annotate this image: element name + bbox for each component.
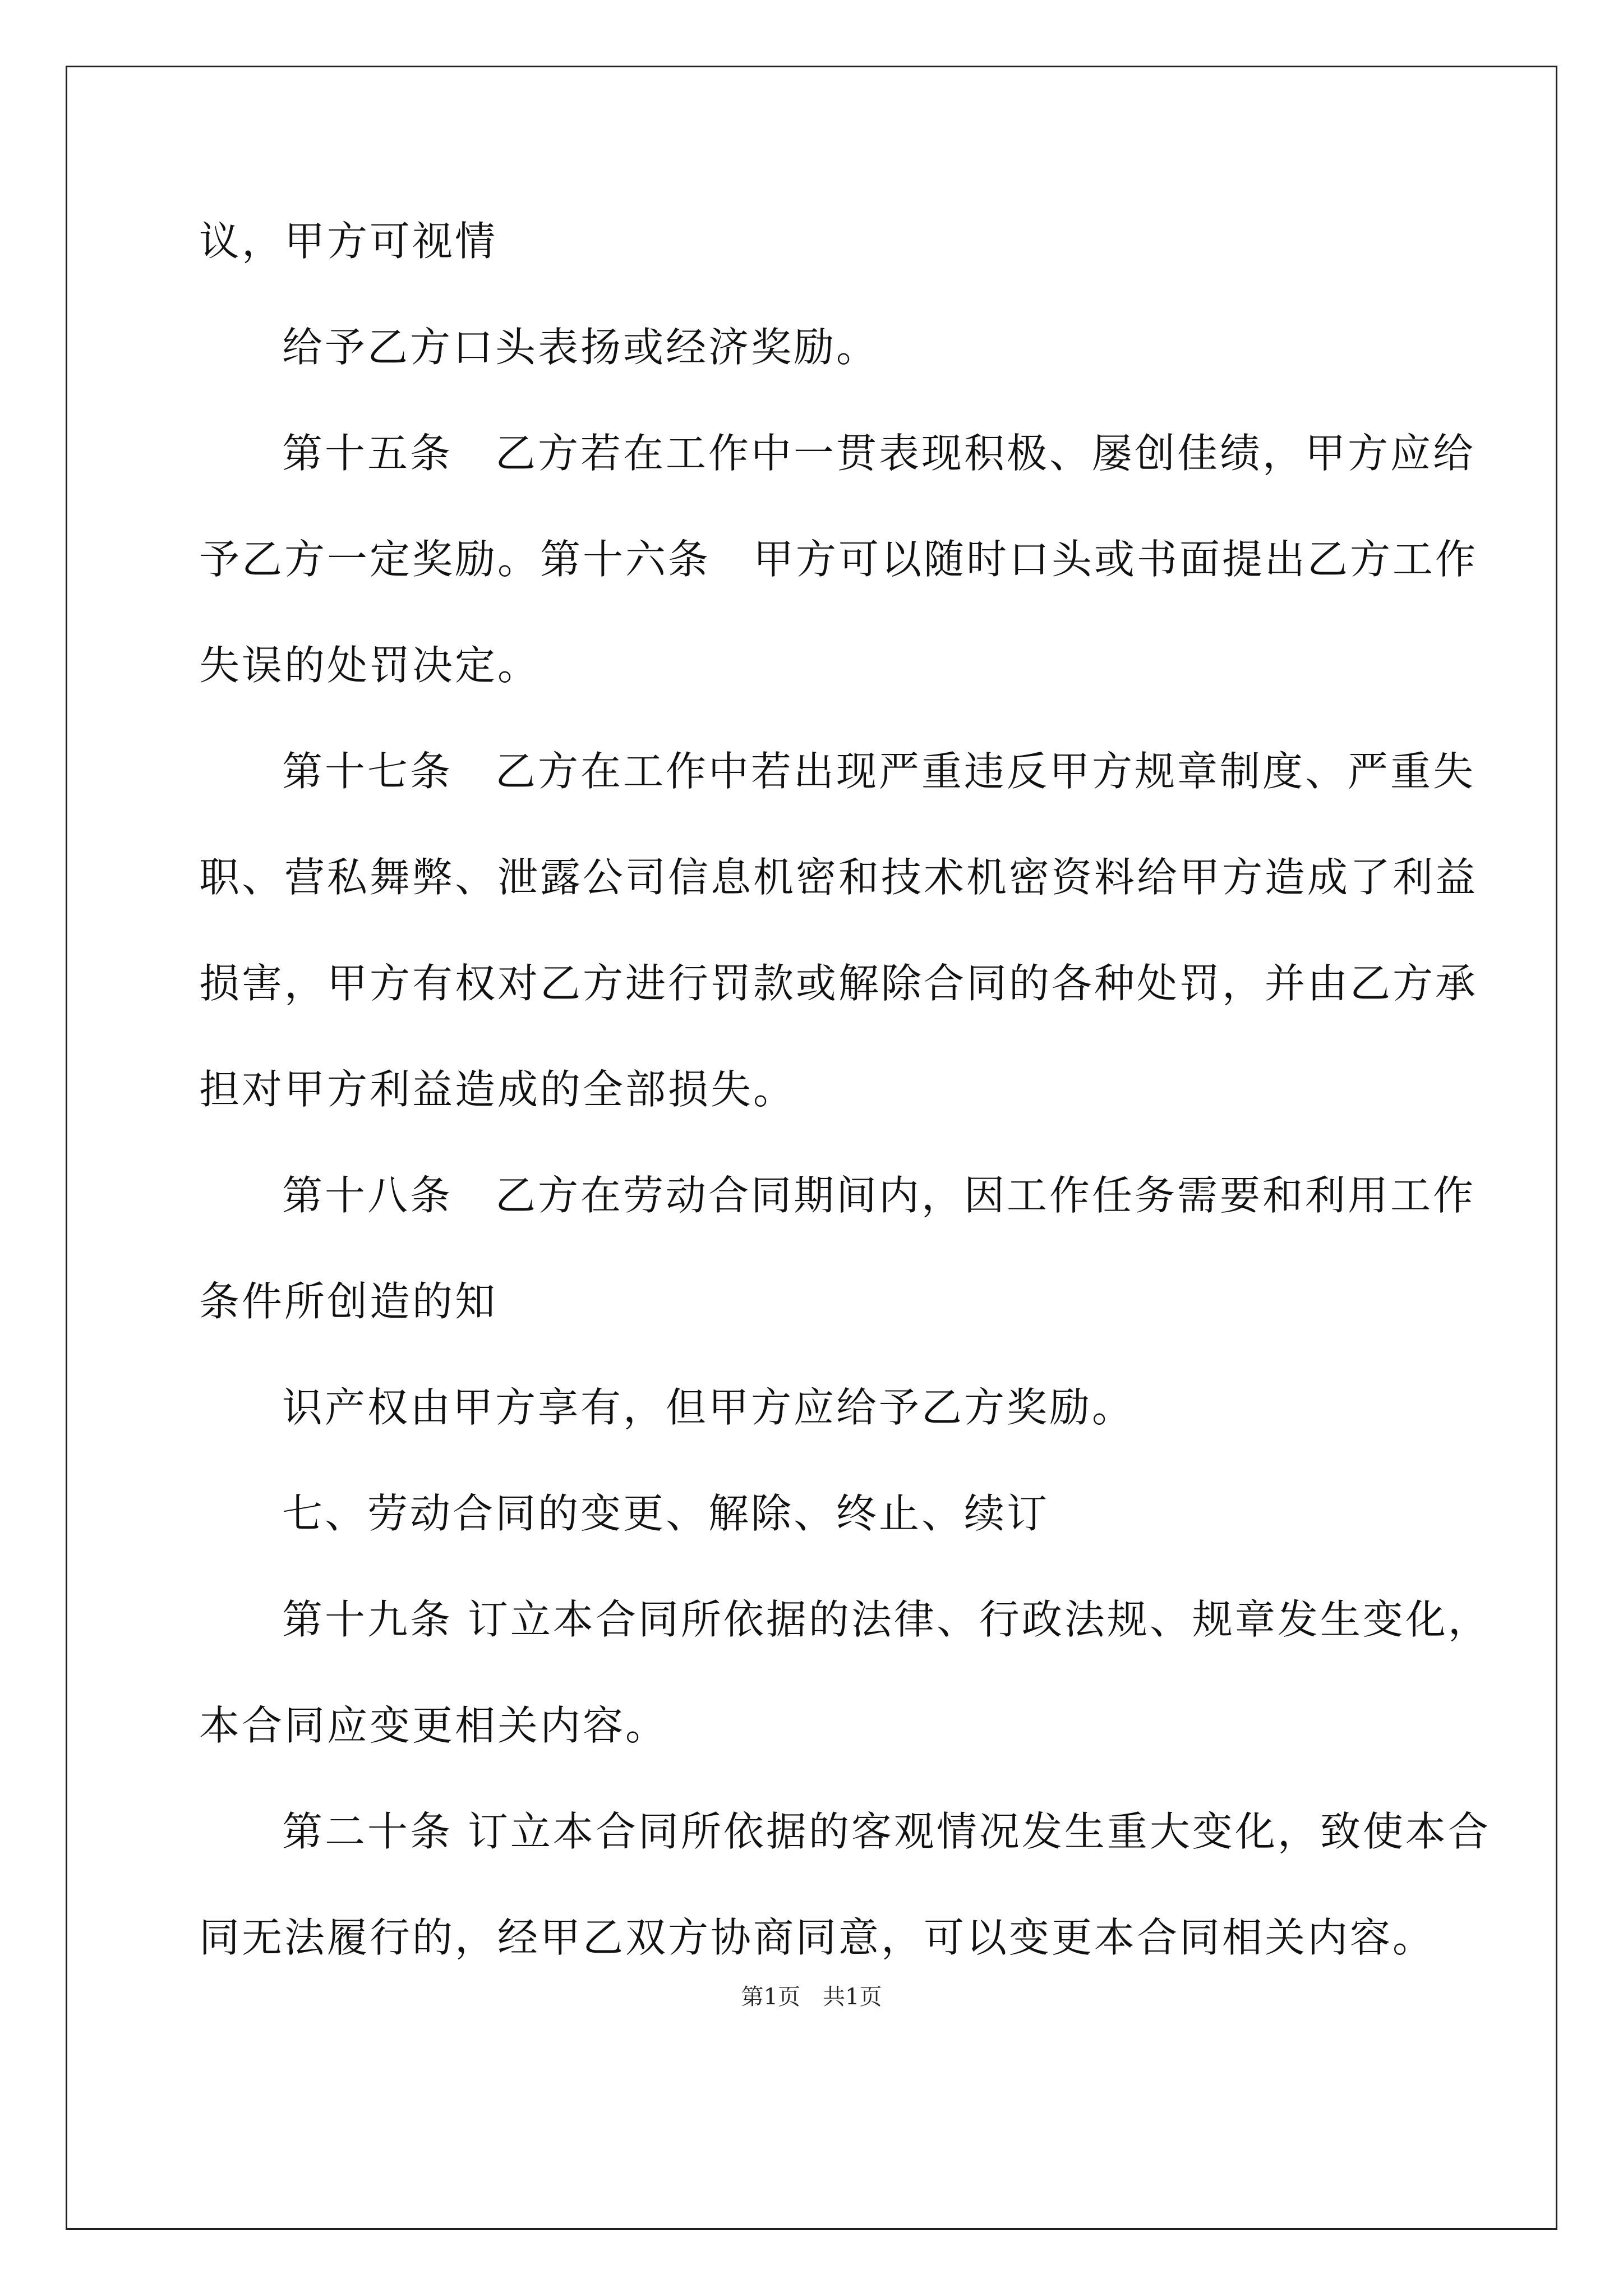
text-line: 第十七条 乙方在工作中若出现严重违反甲方规章制度、严重失 — [282, 748, 1476, 795]
text-line: 条件所创造的知 — [199, 1278, 498, 1325]
text-line: 担对甲方利益造成的全部损失。 — [199, 1066, 796, 1113]
text-line: 损害，甲方有权对乙方进行罚款或解除合同的各种处罚，并由乙方承 — [199, 960, 1478, 1007]
page-number-footer: 第1页 共1页 — [741, 1984, 882, 2010]
text-line: 同无法履行的，经甲乙双方协商同意，可以变更本合同相关内容。 — [199, 1914, 1436, 1961]
text-line: 失误的处罚决定。 — [199, 642, 541, 689]
text-line: 识产权由甲方享有，但甲方应给予乙方奖励。 — [282, 1384, 1135, 1431]
text-line: 予乙方一定奖励。第十六条 甲方可以随时口头或书面提出乙方工作 — [199, 536, 1478, 583]
text-line: 第二十条 订立本合同所依据的客观情况发生重大变化，致使本合 — [282, 1808, 1491, 1855]
section-heading: 七、劳动合同的变更、解除、终止、续订 — [282, 1490, 1050, 1537]
text-line: 第十九条 订立本合同所依据的法律、行政法规、规章发生变化， — [282, 1596, 1491, 1643]
text-line: 议，甲方可视情 — [199, 218, 498, 265]
text-line: 职、营私舞弊、泄露公司信息机密和技术机密资料给甲方造成了利益 — [199, 854, 1478, 901]
text-line: 第十八条 乙方在劳动合同期间内，因工作任务需要和利用工作 — [282, 1172, 1476, 1219]
text-line: 本合同应变更相关内容。 — [199, 1702, 668, 1749]
text-line: 第十五条 乙方若在工作中一贯表现积极、屡创佳绩，甲方应给 — [282, 430, 1476, 477]
text-line: 给予乙方口头表扬或经济奖励。 — [282, 324, 879, 371]
page-border — [66, 66, 1557, 2230]
